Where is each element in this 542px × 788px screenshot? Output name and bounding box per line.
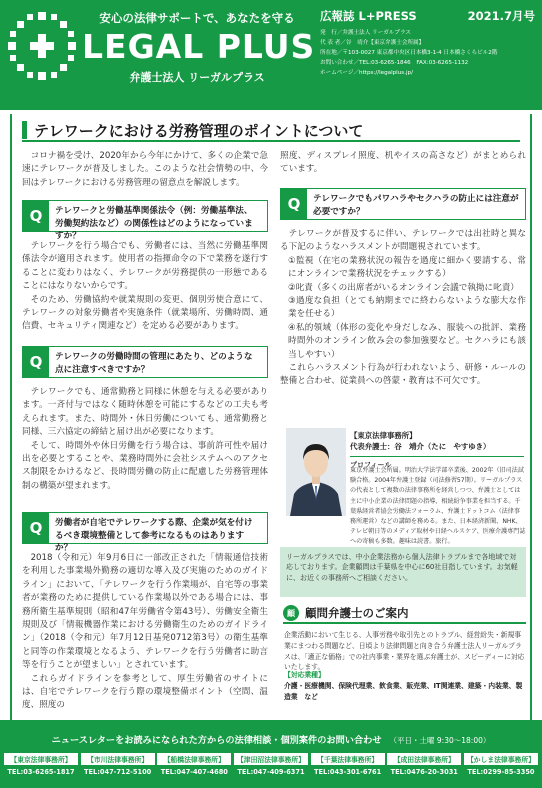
question-box-2 [22, 346, 268, 378]
advisor-services [284, 670, 526, 702]
office-name: 【津田沼法律事務所】 [234, 753, 308, 765]
question-box-4 [280, 188, 526, 220]
profile-name: 代表弁護士：谷 靖介（たに やすゆき） [350, 442, 491, 451]
footer-contact-bar [0, 720, 542, 788]
services-heading: 【対応業種】 [284, 671, 325, 679]
profile-label: プロフィール [350, 456, 524, 470]
office-name: 【東京法律事務所】 [4, 753, 78, 765]
advisor-description: 企業活動において生じる、人事労務や取引先とのトラブル、経営紛失・新規事業にまつわる問題など、日頃より法律問題と向き合う弁護士法人リーガルプラスは、「適正な価格」での社内事業・業界を選ぶ弁護士が、スピーディーに対応いたします。 [284, 631, 525, 672]
contact-hours: （平日・土曜 9:30〜18:00） [389, 736, 491, 745]
question-text: 労働者が自宅でテレワークする際、企業が気を付けるべき環境整備として参考になるものはありますか？ [55, 518, 253, 553]
masthead [320, 8, 535, 78]
office-item [4, 753, 78, 776]
q-mark-icon: Q [23, 347, 49, 377]
question-text: テレワークでもパワハラやセクハラの防止には注意が必要ですか？ [313, 194, 519, 217]
profile-bio: 東京弁護士会所属。明治大学法学部卒業後、2002年（旧司法試験合格。2004年弁護士登録（司法修習57期）。リーガルプラスの代表として複数の法律事務所を経営しつつ、弁護士としては主に中小企業の法律問題の指導、相続紛争事業を担当する。千葉県経営者協会労働法フォーラム、弁護士ドットコム（法律事務所運営）などの講師を務める。また、日本経済新聞、NHK、テレビ朝日等のメディア取材や日経ヘルスケア、医療介護専門誌への寄稿も多数。趣味は読書。旅行。 [350, 467, 526, 546]
office-tel[interactable]: TEL:047-409-6371 [237, 768, 305, 776]
brand-block [82, 10, 316, 85]
q-mark-icon: Q [23, 201, 49, 231]
question-box-3 [22, 512, 268, 553]
office-item [311, 753, 385, 776]
article-title-text: テレワークにおける労務管理のポイントについて [34, 122, 364, 140]
q-mark-icon: Q [23, 513, 49, 543]
office-name: 【かしま法律事務所】 [464, 753, 538, 765]
harassment-list [280, 255, 526, 362]
publisher-info [320, 28, 535, 78]
question-text: テレワークの労働時間の管理にあたり、どのような点に注意すべきですか？ [55, 352, 253, 375]
answer-4: テレワークが普及するに伴い、テレワークでは出社時と異なる下記のようなハラスメントが問題視されています。 ①監視（在宅の業務状況の報告を過度に細かく要請する、常にオンラインで業務状況をチェックする） ②叱責（多くの出席者がいるオンライン会議で執拗に叱責） ③過度な負担（とても納期までに終わらないような膨大な作業を任せる） ④私的領域（体形の変化や身だしなみ、服装への批評、業務時間外のオンライン飲み会の参加強要など。セクハラにも該当しやすい） これらハラスメント行為が行われないよう、研修・ルールの整備と合わせ、従業員への啓蒙・教育は不可欠です。 [280, 229, 526, 387]
tagline: 安心の法律サポートで、あなたを守る [99, 11, 295, 25]
list-item: ②叱責（多くの出席者がいるオンライン会議で執拗に叱責） [288, 282, 519, 293]
office-item [81, 753, 155, 776]
list-item: ①監視（在宅の業務状況の報告を過度に細かく要請する、常にオンラインで業務状況をチェックする） [288, 255, 526, 280]
office-tel[interactable]: TEL:043-301-6761 [314, 768, 382, 776]
info-line: 代 表 者／谷 靖介【東京弁護士会所属】 [320, 40, 425, 46]
profile-header [350, 430, 526, 452]
article-title [22, 118, 520, 142]
logo-plus-ring-icon [8, 12, 76, 80]
profile-firm: 【東京法律事務所】 [350, 431, 417, 440]
issue-date: 2021.7月号 [467, 9, 535, 23]
answer-2: テレワークでも、通常勤務と同様に休憩を与える必要があります。一斉付与ではなく随時休憩を可能にするなどの工夫も考えられます。また、時間外・休日労働についても、通常勤務と同様、三六協定の締結と届け出が必要になります。 そして、時間外や休日労働を行う場合は、事前許可性や届け出を必要とすることや、業務時間外に会社システムへのアクセス制限をかけるなど、長時間労働の防止に配慮した労務管理体制の構築が望まれます。 [22, 387, 268, 491]
office-tel[interactable]: TEL:03-6265-1817 [7, 768, 75, 776]
newsletter-name: 広報誌 L+PRESS [320, 9, 417, 23]
contact-line [0, 732, 542, 746]
question-text: テレワークと労働基準関係法令（例：労働基準法、労働契約法など）の関係性はどのようになっていますか？ [55, 206, 253, 241]
question-box-1 [22, 200, 268, 241]
office-tel[interactable]: TEL:0299-85-3350 [467, 768, 535, 776]
header-banner [0, 0, 542, 110]
office-tel[interactable]: TEL:047-407-4680 [160, 768, 228, 776]
office-name: 【船橋法律事務所】 [157, 753, 231, 765]
contact-text: ニュースレターをお読みになられた方からの法律相談・個別案件のお問い合わせ [51, 735, 382, 746]
office-item [234, 753, 308, 776]
office-name: 【成田法律事務所】 [387, 753, 461, 765]
brand-logo-text: LEGAL PLUS [82, 27, 316, 66]
intro-paragraph: コロナ禍を受け、2020年から今年にかけて、多くの企業で急速にテレワークが普及しました。このような社会情勢の中、今回はテレワークにおける労務管理の留意点を解説します。 [22, 151, 268, 188]
title-accent-bar [22, 121, 27, 139]
info-line: 所在地／〒103-0027 東京都中央区日本橋3-1-4 日本橋さくらビル2階 [320, 50, 498, 56]
services-list: 介護・医療機関、保険代理業、飲食業、販売業、IT関連業、建築・内装業、製造業 など [284, 681, 523, 701]
office-name: 【千葉法律事務所】 [311, 753, 385, 765]
office-item [464, 753, 538, 776]
answer-3: 2018（令和元）年9月6日に一部改正された「情報通信技術を利用した事業場外勤務の適切な導入及び実施のためのガイドライン」において、「テレワークを行う作業場が、自宅等の事業者が業務のために提供している作業場以外である場合には、事務所衛生基準規則（昭和47年労働省令第43号）、労働安全衛生規則及び「情報機器作業における労働衛生のためのガイドライン」（2018（令和元）年7月12日基発0712第3号）の衛生基準と同等の作業環境となるよう、テレワークを行う労働者に助言等を行うことが望ましい」とされています。 これらガイドラインを参考として、厚生労働省のサイトには、自宅でテレワークを行う際の環境整備ポイント（空間、温度、照度の [22, 553, 268, 711]
office-tel[interactable]: TEL:047-712-5100 [84, 768, 152, 776]
advisor-section-title [283, 604, 526, 624]
continuation-text: 照度、ディスプレイ照度、机やイスの高さなど）がまとめられています。 [280, 151, 526, 175]
office-list [4, 753, 538, 776]
answer-1: テレワークを行う場合でも、労働者には、当然に労働基準関係法令が適用されます。使用者の指揮命令の下で業務を遂行することに変わりはなく、テレワークが労務提供の一形態であることにはなりないからです。 そのため、労働協約や就業規則の変更、個別労使合意にて、テレワークの対象労働者や実施条件（就業場所、労働時間、通信費、セキュリティ関連など）を定める必要があります。 [22, 241, 268, 332]
info-line: ホームページ／https://legalplus.jp/ [320, 70, 413, 76]
info-line: 発 行／弁護士法人 リーガルプラス [320, 30, 411, 36]
list-item: ④私的領域（体形の変化や身だしなみ、服装への批評、業務時間外のオンライン飲み会の参加強要など。セクハラにも該当しやすい） [288, 322, 526, 360]
list-item: ③過度な負担（とても納期までに終わらないような膨大な作業を任せる） [288, 296, 526, 320]
office-tel[interactable]: TEL:0476-20-3031 [390, 768, 458, 776]
advisor-badge-icon: 顧 [283, 605, 299, 621]
advisor-title-text: 顧問弁護士のご案内 [305, 606, 409, 620]
consultation-note: リーガルプラスでは、中小企業法務から個人法律トラブルまで各地域で対応しております。企業顧問は千葉県を中心に60社目指しています。お気軽に、お近くの事務所へご相談ください。 [280, 547, 526, 597]
office-item [157, 753, 231, 776]
info-line: お問い合わせ／TEL:03-6265-1846 FAX:03-6265-1132 [320, 60, 469, 66]
office-item [387, 753, 461, 776]
office-name: 【市川法律事務所】 [81, 753, 155, 765]
firm-name: 弁護士法人 リーガルプラス [129, 71, 265, 84]
q-mark-icon: Q [281, 189, 307, 219]
